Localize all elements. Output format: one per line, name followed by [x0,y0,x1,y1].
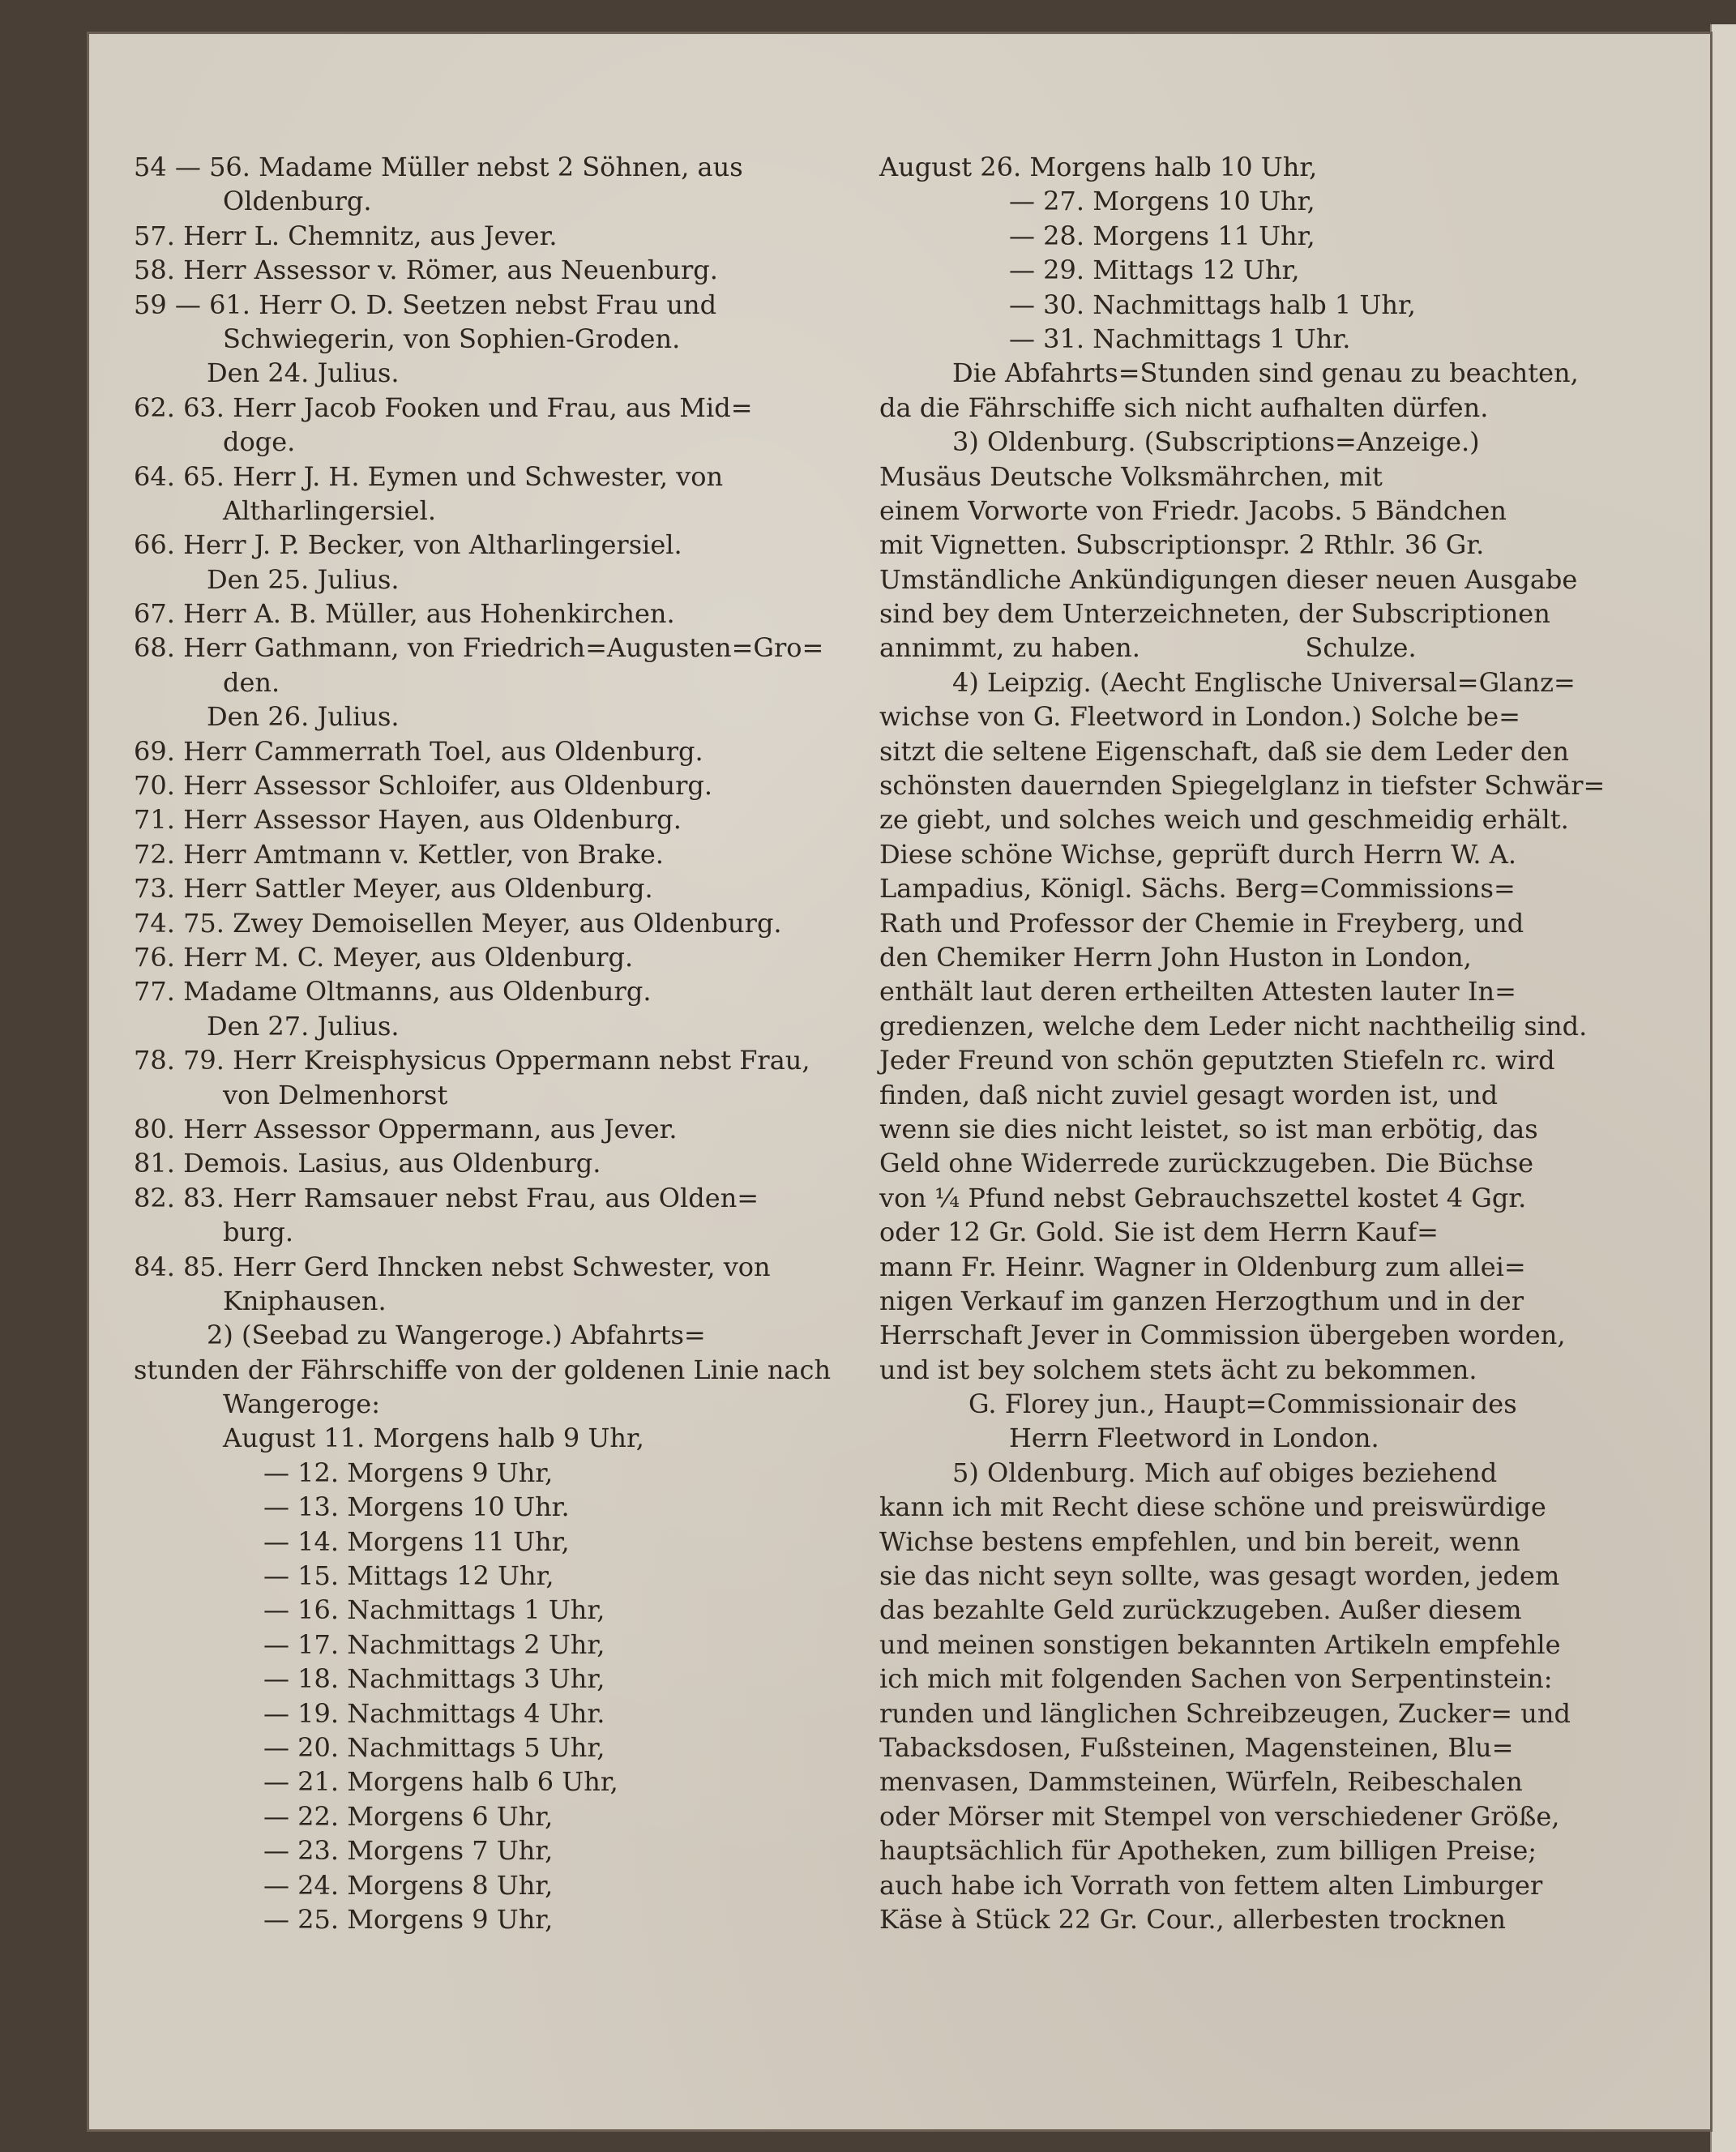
text-line: hauptsächlich für Apotheken, zum billigen Preise; [879,1835,1537,1867]
text-line: annimmt, zu haben. Schulze. [879,632,1417,664]
text-line: — 20. Nachmittags 5 Uhr, [263,1731,605,1763]
text-line: — 15. Mittags 12 Uhr, [263,1560,554,1592]
text-line: — 22. Morgens 6 Uhr, [263,1800,554,1832]
text-line: Rath und Professor der Chemie in Freyberg, und [879,907,1524,939]
text-line: 59 — 61. Herr O. D. Seetzen nebst Frau und [134,289,717,320]
text-line: — 27. Morgens 10 Uhr, [1009,186,1315,217]
text-line: Den 26. Julius. [207,701,400,733]
text-line: 4) Leipzig. (Aecht Englische Universal=Glanz= [952,666,1576,698]
left-column [134,150,831,1936]
text-line: — 30. Nachmittags halb 1 Uhr, [1009,289,1416,320]
text-line: 70. Herr Assessor Schloifer, aus Oldenburg. [134,770,713,802]
text-line: wenn sie dies nicht leistet, so ist man erbötig, das [879,1113,1538,1144]
text-line: einem Vorworte von Friedr. Jacobs. 5 Bändchen [879,494,1507,526]
text-line: Wichse bestens empfehlen, und bin bereit, wenn [879,1525,1520,1557]
adjacent-page-edge [1710,24,1736,2152]
text-line: schönsten dauernden Spiegelglanz in tiefster Schwär= [879,770,1606,802]
text-line: 80. Herr Assessor Oppermann, aus Jever. [134,1113,678,1144]
text-line: das bezahlte Geld zurückzugeben. Außer diesem [879,1594,1522,1626]
text-line: gredienzen, welche dem Leder nicht nachtheilig sind. [879,1010,1588,1042]
text-line: Altharlingersiel. [223,494,436,526]
text-line: finden, daß nicht zuviel gesagt worden ist, und [879,1079,1499,1110]
text-line: 76. Herr M. C. Meyer, aus Oldenburg. [134,941,634,973]
text-line: wichse von G. Fleetword in London.) Solche be= [879,701,1520,733]
text-line: — 31. Nachmittags 1 Uhr. [1009,323,1351,354]
text-line: burg. [223,1217,294,1248]
text-line: sitzt die seltene Eigenschaft, daß sie dem Leder den [879,735,1569,767]
text-line: Schwiegerin, von Sophien-Groden. [223,323,681,354]
text-line: 74. 75. Zwey Demoisellen Meyer, aus Oldenburg. [134,907,782,939]
text-line: 67. Herr A. B. Müller, aus Hohenkirchen. [134,598,675,630]
text-line: 3) Oldenburg. (Subscriptions=Anzeige.) [952,426,1480,458]
text-line: runden und länglichen Schreibzeugen, Zucker= und [879,1697,1571,1729]
text-line: Oldenburg. [223,186,372,217]
text-line: ich mich mit folgenden Sachen von Serpentinstein: [879,1663,1553,1695]
text-line: 78. 79. Herr Kreisphysicus Oppermann nebst Frau, [134,1045,810,1076]
text-line: Herrschaft Jever in Commission übergeben worden, [879,1320,1566,1351]
text-line: Jeder Freund von schön geputzten Stiefeln rc. wird [879,1045,1555,1076]
text-line: Tabacksdosen, Fußsteinen, Magensteinen, Blu= [879,1731,1514,1763]
text-line: — 25. Morgens 9 Uhr, [263,1903,554,1935]
text-line: 71. Herr Assessor Hayen, aus Oldenburg. [134,804,682,836]
text-line: oder Mörser mit Stempel von verschiedener Größe, [879,1800,1560,1832]
text-line: oder 12 Gr. Gold. Sie ist dem Herrn Kauf= [879,1217,1439,1248]
text-line: Den 25. Julius. [207,563,400,595]
text-line: 66. Herr J. P. Becker, von Altharlingersiel. [134,529,682,561]
text-line: 81. Demois. Lasius, aus Oldenburg. [134,1148,601,1179]
text-line: — 23. Morgens 7 Uhr, [263,1835,554,1867]
text-line: 5) Oldenburg. Mich auf obiges beziehend [952,1457,1498,1488]
text-line: Den 27. Julius. [207,1010,400,1042]
text-line: Wangeroge: [223,1388,380,1420]
text-line: — 21. Morgens halb 6 Uhr, [263,1766,618,1798]
text-line: 57. Herr L. Chemnitz, aus Jever. [134,220,558,251]
text-line: 82. 83. Herr Ramsauer nebst Frau, aus Olden= [134,1182,759,1213]
text-line: Kniphausen. [223,1285,387,1316]
text-line: 68. Herr Gathmann, von Friedrich=Augusten=Gro= [134,632,824,664]
text-line: August 11. Morgens halb 9 Uhr, [223,1423,644,1454]
text-line: mann Fr. Heinr. Wagner in Oldenburg zum allei= [879,1251,1526,1282]
text-line: Musäus Deutsche Volksmährchen, mit [879,460,1383,492]
text-line: Umständliche Ankündigungen dieser neuen Ausgabe [879,563,1578,595]
text-line: und meinen sonstigen bekannten Artikeln empfehle [879,1628,1561,1660]
text-line: G. Florey jun., Haupt=Commissionair des [968,1388,1517,1420]
text-line: von Delmenhorst [223,1079,448,1110]
text-line: sind bey dem Unterzeichneten, der Subscriptionen [879,598,1550,630]
text-line: Die Abfahrts=Stunden sind genau zu beachten, [952,357,1579,389]
text-line: doge. [223,426,296,458]
text-line: — 28. Morgens 11 Uhr, [1009,220,1315,251]
text-line: 69. Herr Cammerrath Toel, aus Oldenburg. [134,735,703,767]
text-line: — 17. Nachmittags 2 Uhr, [263,1628,605,1660]
text-line: 54 — 56. Madame Müller nebst 2 Söhnen, aus [134,152,743,182]
text-line: — 13. Morgens 10 Uhr. [263,1491,570,1523]
text-line: da die Fährschiffe sich nicht aufhalten dürfen. [879,391,1489,423]
text-line: — 29. Mittags 12 Uhr, [1009,255,1300,286]
text-line: Herrn Fleetword in London. [1009,1423,1379,1454]
text-line: 64. 65. Herr J. H. Eymen und Schwester, von [134,460,724,492]
text-line: 58. Herr Assessor v. Römer, aus Neuenburg. [134,255,718,286]
text-line: — 18. Nachmittags 3 Uhr, [263,1663,605,1695]
text-line: 73. Herr Sattler Meyer, aus Oldenburg. [134,873,653,905]
text-line: 72. Herr Amtmann v. Kettler, von Brake. [134,838,664,870]
text-line: mit Vignetten. Subscriptionspr. 2 Rthlr. 36 Gr. [879,529,1485,561]
text-line: Käse à Stück 22 Gr. Cour., allerbesten trocknen [879,1903,1506,1935]
text-line: enthält laut deren ertheilten Attesten lauter In= [879,976,1516,1008]
text-line: Geld ohne Widerrede zurückzugeben. Die Büchse [879,1148,1534,1179]
text-line: — 19. Nachmittags 4 Uhr. [263,1697,605,1729]
text-line: August 26. Morgens halb 10 Uhr, [879,152,1318,182]
text-line: den. [223,666,280,698]
text-line: 62. 63. Herr Jacob Fooken und Frau, aus Mid= [134,391,753,423]
text-line: sie das nicht seyn sollte, was gesagt worden, jedem [879,1560,1560,1592]
text-line: Den 24. Julius. [207,357,400,389]
text-line: — 14. Morgens 11 Uhr, [263,1525,570,1557]
text-line: 84. 85. Herr Gerd Ihncken nebst Schwester, von [134,1251,771,1282]
text-line: 77. Madame Oltmanns, aus Oldenburg. [134,976,652,1008]
text-line: nigen Verkauf im ganzen Herzogthum und in der [879,1285,1524,1316]
text-line: von ¼ Pfund nebst Gebrauchszettel kostet 4 Ggr. [879,1182,1527,1213]
text-line: 2) (Seebad zu Wangeroge.) Abfahrts= [207,1320,706,1351]
text-line: ze giebt, und solches weich und geschmeidig erhält. [879,804,1569,836]
right-column [879,150,1605,1936]
text-line: stunden der Fährschiffe von der goldenen Linie nach [134,1354,832,1385]
text-line: kann ich mit Recht diese schöne und preiswürdige [879,1491,1546,1523]
text-line: und ist bey solchem stets ächt zu bekommen. [879,1354,1477,1385]
text-line: — 16. Nachmittags 1 Uhr, [263,1594,605,1626]
text-line: — 24. Morgens 8 Uhr, [263,1869,554,1901]
text-line: Lampadius, Königl. Sächs. Berg=Commissions= [879,873,1516,905]
text-line: den Chemiker Herrn John Huston in London, [879,941,1472,973]
text-line: auch habe ich Vorrath von fettem alten Limburger [879,1869,1543,1901]
text-line: Diese schöne Wichse, geprüft durch Herrn W. A. [879,838,1517,870]
text-line: menvasen, Dammsteinen, Würfeln, Reibeschalen [879,1766,1523,1798]
text-line: — 12. Morgens 9 Uhr, [263,1457,554,1488]
